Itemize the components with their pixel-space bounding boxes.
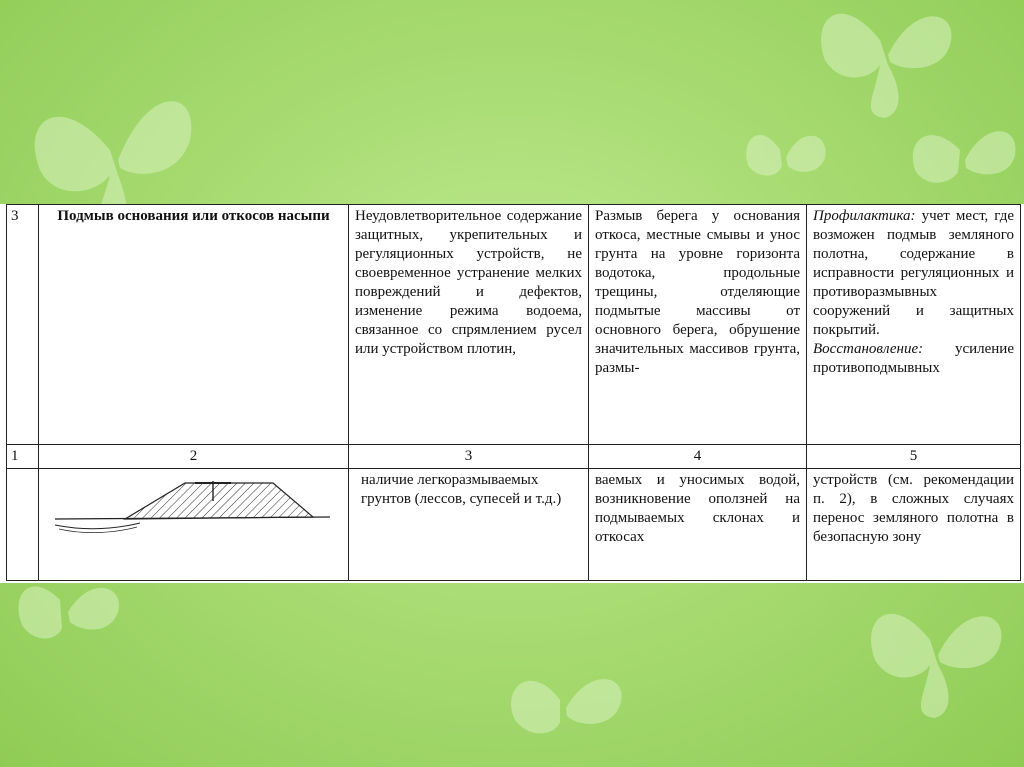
causes-cell: Неудовлетворительное содержание защитных, укрепительных и регуляционных устройств, не своевременное устранение мелких повреждений и дефектов, изменение режима водоема, связанное со спрямлением русел или устройством плотин, — [349, 205, 589, 445]
signs-cell: Размыв берега у основания откоса, местные смывы и унос грунта на уровне горизонта водотока, продольные трещины, отделяющие подмытые массивы от основного берега, обрушение значительных массивов грунта, размы- — [589, 205, 807, 445]
table-row — [7, 469, 1021, 581]
table-row — [7, 205, 1021, 445]
row-number: 3 — [7, 205, 39, 445]
defects-table — [6, 204, 1021, 581]
restoration-text: усиление противоподмывных — [813, 341, 1014, 376]
column-number: 5 — [807, 445, 1021, 469]
measures-cell-cont: устройств (см. рекомендации п. 2), в сложных случаях перенос земляного полотна в безопасную зону — [807, 469, 1021, 581]
signs-cell-cont: ваемых и уносимых водой, возникновение оползней на подмываемых склонах и откосах — [589, 469, 807, 581]
defect-title: Подмыв основания или откосов насыпи — [39, 205, 349, 445]
column-number: 3 — [349, 445, 589, 469]
empty-cell — [7, 469, 39, 581]
column-number: 1 — [7, 445, 39, 469]
restoration-label: Восстановление: — [813, 341, 924, 357]
measures-cell — [807, 205, 1021, 445]
embankment-sketch — [45, 471, 341, 541]
embankment-sketch-cell — [39, 469, 349, 581]
document-page — [0, 204, 1024, 583]
causes-cell-cont: наличие легкоразмываемых грунтов (лессов, супесей и т.д.) — [349, 469, 589, 581]
prevention-label: Профилактика: — [813, 208, 916, 224]
column-number: 2 — [39, 445, 349, 469]
column-number-row — [7, 445, 1021, 469]
column-number: 4 — [589, 445, 807, 469]
prevention-text: учет мест, где возможен подмыв земляного полотна, содержание в исправности регуляционных и противоразмывных сооружений и защитных покрытий. — [813, 208, 1014, 338]
